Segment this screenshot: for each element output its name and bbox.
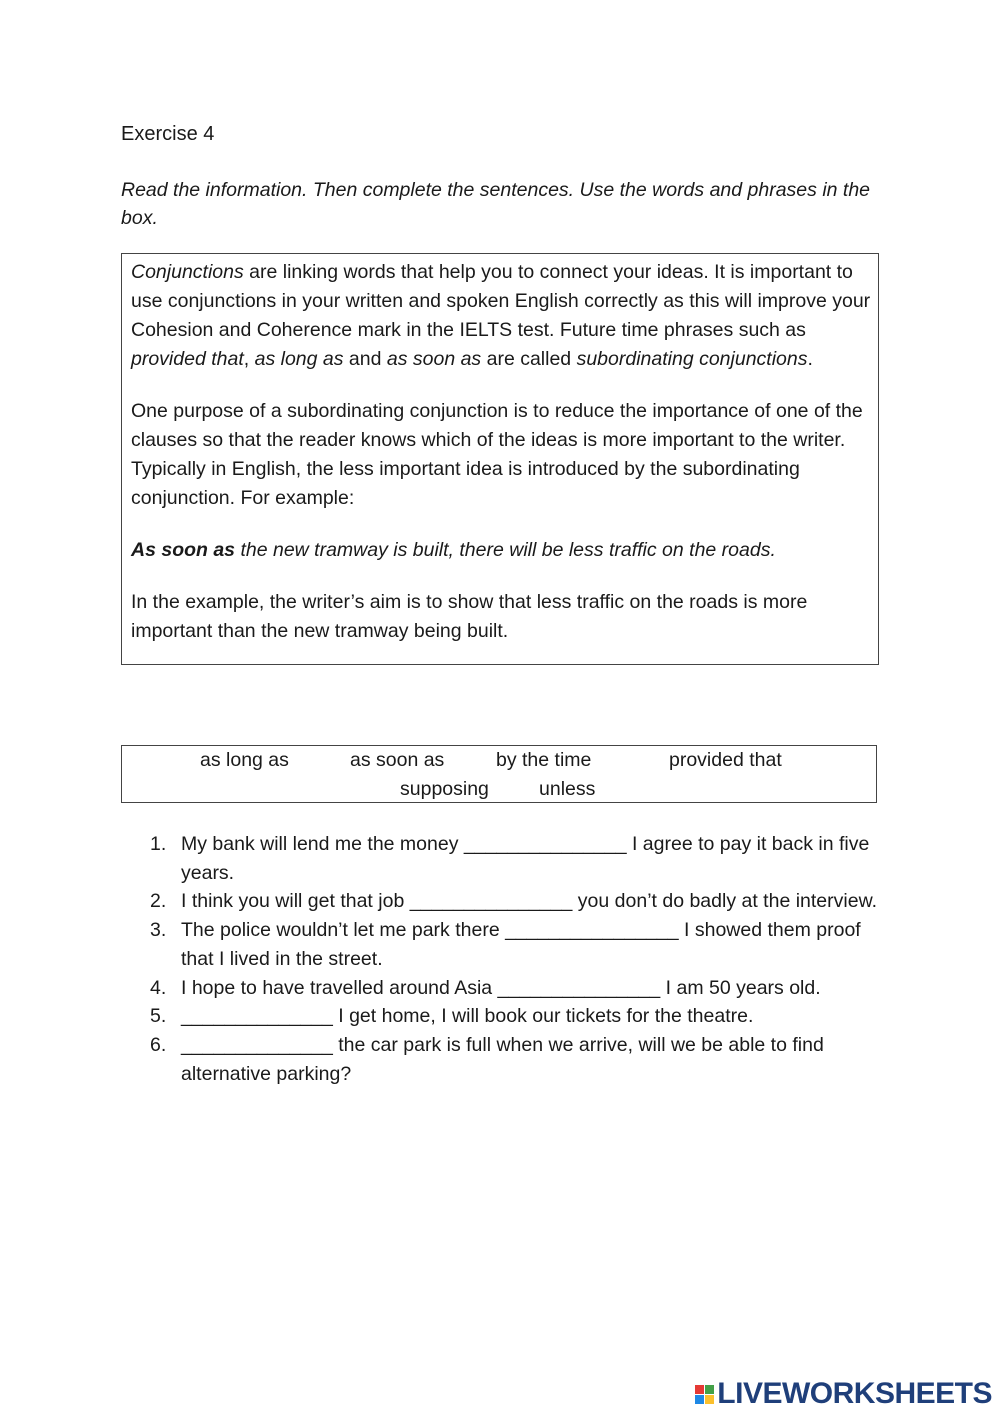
- word-option: supposing: [400, 778, 489, 800]
- logo-text: LIVEWORKSHEETS: [717, 1377, 992, 1410]
- info-emphasis: subordinating conjunctions: [576, 348, 808, 370]
- instructions: Read the information. Then complete the sentences. Use the words and phrases in the box.: [121, 179, 871, 229]
- question-number: 3.: [150, 919, 167, 942]
- exercise-title: Exercise 4: [121, 123, 215, 145]
- question-text: ______________ the car park is full when we arrive, will we be able to find alternative parking?: [181, 1033, 824, 1085]
- question-number: 4.: [150, 976, 167, 999]
- word-option: by the time: [496, 749, 592, 771]
- logo-square: [705, 1395, 714, 1404]
- logo-square: [695, 1385, 704, 1394]
- question-item: [150, 1002, 890, 1031]
- info-text: and: [343, 348, 387, 370]
- info-emphasis: as long as: [254, 348, 344, 370]
- question-item: [150, 887, 890, 916]
- word-option: unless: [539, 778, 596, 800]
- info-emphasis: provided that: [131, 348, 244, 370]
- info-paragraph-4: In the example, the writer’s aim is to show that less traffic on the roads is more important than the new tramway being built.: [131, 591, 808, 642]
- word-option: as soon as: [350, 749, 445, 771]
- question-item: [150, 830, 890, 887]
- info-text: .: [807, 348, 813, 370]
- question-item: [150, 1031, 890, 1088]
- info-emphasis: as soon as: [386, 348, 482, 370]
- example-sentence: [131, 536, 878, 565]
- question-number: 5.: [150, 1005, 167, 1028]
- logo-square: [705, 1385, 714, 1394]
- question-item: [150, 916, 890, 973]
- question-text: The police wouldn’t let me park there ________________ I showed them proof that I lived in the street.: [181, 919, 861, 970]
- question-text: ______________ I get home, I will book our tickets for the theatre.: [181, 1005, 754, 1028]
- liveworksheets-logo[interactable]: [695, 1377, 992, 1411]
- question-list: [150, 830, 890, 1088]
- question-number: 2.: [150, 890, 167, 913]
- word-option: as long as: [200, 749, 289, 771]
- example-rest: the new tramway is built, there will be less traffic on the roads.: [235, 539, 776, 561]
- word-option: provided that: [669, 749, 782, 771]
- info-box: [121, 253, 879, 665]
- info-paragraph-1: [131, 258, 878, 374]
- logo-square: [695, 1395, 704, 1404]
- info-text: are called: [481, 348, 577, 370]
- question-number: 6.: [150, 1033, 167, 1056]
- info-text: are linking words that help you to connect your ideas. It is important to use conjunctions in your written and spoken English correctly as this will improve your Cohesion and Coherence mark in the IELTS test. Future time phrases such as: [131, 261, 871, 341]
- question-item: [150, 974, 890, 1003]
- term-conjunctions: Conjunctions: [131, 261, 244, 283]
- info-text: ,: [243, 348, 255, 370]
- example-conjunction: As soon as: [131, 539, 236, 561]
- info-paragraph-2: One purpose of a subordinating conjunction is to reduce the importance of one of the clauses so that the reader knows which of the ideas is more important to the writer. Typically in English, the less important idea is introduced by the subordinating conjunction. For example:: [131, 400, 863, 509]
- logo-mark-icon: [695, 1385, 714, 1404]
- question-number: 1.: [150, 833, 167, 855]
- question-text: I hope to have travelled around Asia _______________ I am 50 years old.: [181, 976, 821, 999]
- question-text: I think you will get that job _______________ you don’t do badly at the interview.: [181, 890, 877, 913]
- question-text: My bank will lend me the money _______________ I agree to pay it back in five years.: [181, 833, 870, 884]
- word-box: [121, 745, 877, 803]
